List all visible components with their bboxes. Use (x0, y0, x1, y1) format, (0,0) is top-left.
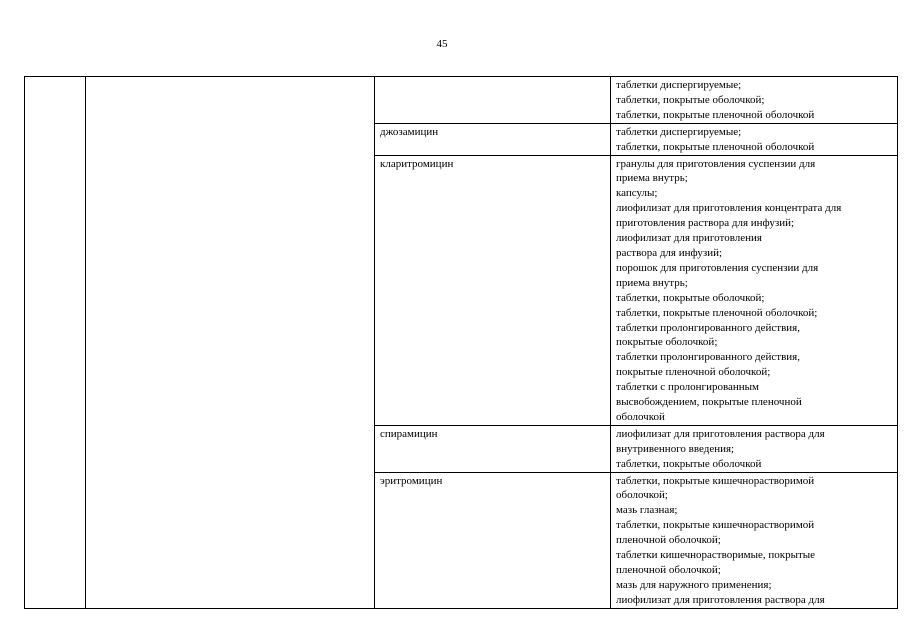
dosage-form-line: таблетки, покрытые оболочкой; (616, 93, 765, 106)
dosage-form-line: таблетки, покрытые оболочкой; (616, 291, 765, 304)
dosage-form-line: таблетки диспергируемые; (616, 125, 742, 138)
dosage-form-line: лиофилизат для приготовления (616, 232, 762, 245)
dosage-form-line: лиофилизат для приготовления раствора для (616, 427, 825, 440)
dosage-form-line: приема внутрь; (616, 276, 688, 289)
dosage-form-line: капсулы; (616, 187, 658, 200)
dosage-form-line: приготовления раствора для инфузий; (616, 217, 795, 230)
drug-forms-table (24, 76, 898, 609)
dosage-forms-cell (611, 123, 898, 155)
dosage-form-line: порошок для приготовления суспензии для (616, 261, 819, 274)
dosage-form-line: оболочкой (616, 410, 665, 423)
dosage-form-line: пленочной оболочкой; (616, 564, 721, 576)
dosage-form-line: таблетки, покрытые кишечнорастворимой (616, 519, 815, 532)
dosage-forms-cell (611, 77, 898, 124)
dosage-forms-cell (611, 425, 898, 472)
dosage-form-line: высвобождением, покрытые пленочной (616, 396, 802, 409)
dosage-forms-cell (611, 472, 898, 608)
dosage-form-line: мазь глазная; (616, 504, 678, 517)
dosage-form-line: пленочной оболочкой; (616, 534, 721, 547)
dosage-form-line: гранулы для приготовления суспензии для (616, 157, 816, 170)
dosage-form-line: таблетки кишечнорастворимые, покрытые (616, 549, 816, 562)
group-cell (86, 77, 375, 609)
drug-name-cell: джозамицин (375, 123, 611, 155)
dosage-form-line: приема внутрь; (616, 172, 688, 185)
drug-name-cell (375, 77, 611, 124)
dosage-form-line: таблетки, покрытые пленочной оболочкой; (616, 306, 818, 319)
dosage-form-line: таблетки, покрытые пленочной оболочкой (616, 140, 815, 153)
code-cell (25, 77, 86, 609)
dosage-form-line: таблетки с пролонгированным (616, 381, 760, 394)
dosage-form-line: мазь для наружного применения; (616, 578, 772, 591)
page-number: 45 (436, 38, 448, 50)
dosage-form-line: покрытые пленочной оболочкой; (616, 366, 771, 379)
dosage-form-line: таблетки диспергируемые; (616, 79, 742, 91)
dosage-form-line: покрытые оболочкой; (616, 336, 718, 349)
dosage-form-line: таблетки пролонгированного действия, (616, 351, 800, 364)
dosage-form-line: оболочкой; (616, 489, 668, 502)
drug-name-cell: спирамицин (375, 425, 611, 472)
drug-name-cell: кларитромицин (375, 155, 611, 425)
table-row (25, 77, 898, 124)
dosage-form-line: внутривенного введения; (616, 442, 735, 455)
dosage-form-line: таблетки, покрытые кишечнорастворимой (616, 474, 815, 487)
dosage-forms-cell (611, 155, 898, 425)
drug-name-cell: эритромицин (375, 472, 611, 608)
table-body (25, 77, 898, 609)
dosage-form-line: таблетки пролонгированного действия, (616, 321, 800, 334)
dosage-form-line: лиофилизат для приготовления концентрата для (616, 202, 842, 215)
dosage-form-line: лиофилизат для приготовления раствора для (616, 593, 825, 606)
dosage-form-line: раствора для инфузий; (616, 246, 723, 259)
dosage-form-line: таблетки, покрытые оболочкой (616, 457, 762, 470)
dosage-form-line: таблетки, покрытые пленочной оболочкой (616, 108, 815, 121)
